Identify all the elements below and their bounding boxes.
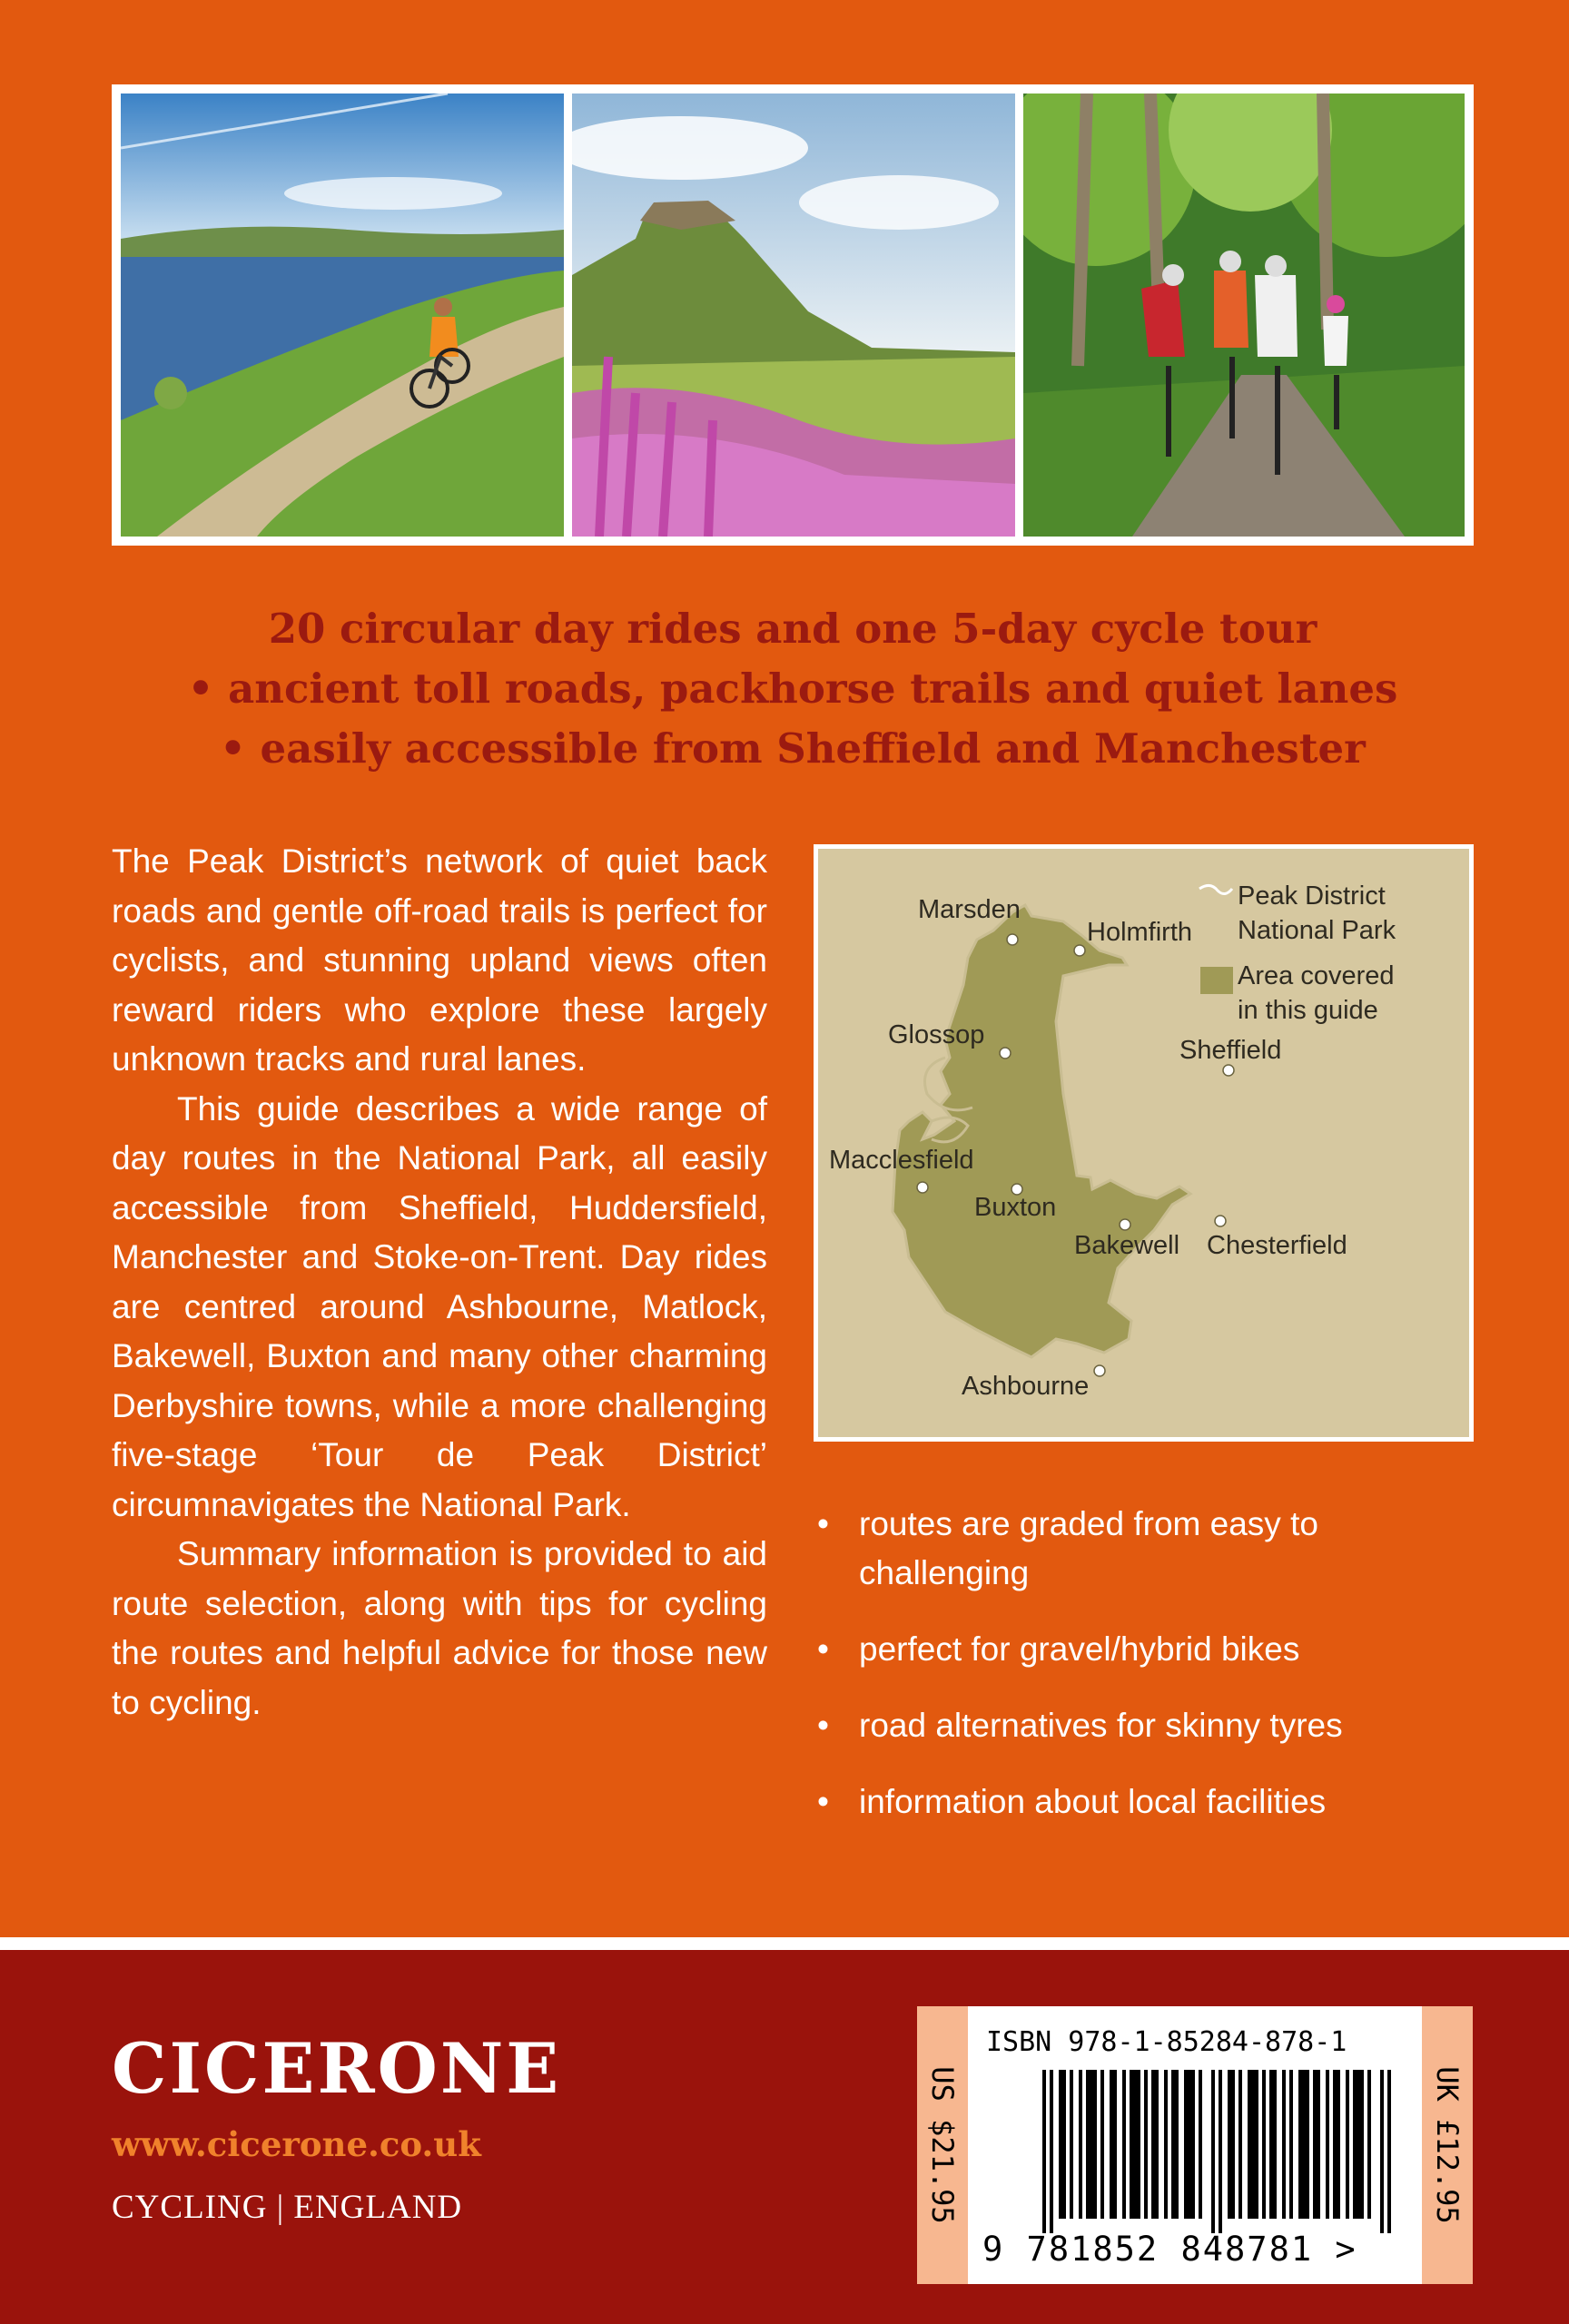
legend-boundary-label-2: National Park	[1238, 916, 1396, 945]
map-town-marsden: Marsden	[918, 895, 1021, 924]
legend-boundary-symbol	[1199, 885, 1232, 893]
map-town-chesterfield: Chesterfield	[1207, 1231, 1347, 1260]
tagline-line-2: • ancient toll roads, packhorse trails and quiet lanes	[187, 665, 1398, 713]
price-us-panel	[917, 2006, 968, 2284]
legend-area-label-1: Area covered	[1238, 961, 1395, 990]
location-map	[814, 844, 1474, 1442]
legend-area-label-2: in this guide	[1238, 996, 1378, 1025]
description-paragraph-1: The Peak District’s network of quiet back roads and gentle off-road trails is perfect for cyclists, and stunning upland views often reward riders who explore these largely unknown tracks and rural lanes.	[112, 842, 767, 1078]
map-town-holmfirth: Holmfirth	[1087, 918, 1193, 947]
feature-list	[815, 1500, 1474, 1854]
feature-item: • perfect for gravel/hybrid bikes	[815, 1625, 1474, 1674]
description	[112, 837, 767, 1728]
tagline	[112, 599, 1474, 779]
map-town-glossop: Glossop	[888, 1020, 985, 1049]
description-paragraph-2: This guide describes a wide range of day routes in the National Park, all easily accessible from Sheffield, Huddersfield, Manchester and Stoke-on-Trent. Day rides are centred around Ashbourne, Matlock, Bakewell, Buxton and many other charming Derbyshire towns, while a more challenging five-stage ‘Tour de Peak District’ circumnavigates the National Park.	[112, 1089, 767, 1523]
legend-area-swatch	[1200, 967, 1233, 994]
book-category: CYCLING | ENGLAND	[112, 2189, 463, 2226]
map-town-buxton: Buxton	[974, 1193, 1057, 1222]
area-covered-shape	[893, 905, 1193, 1357]
photo-heather-hills	[572, 94, 1015, 537]
footer-divider	[0, 1937, 1569, 1950]
photo-woodland-trail-cyclists	[1023, 94, 1465, 537]
description-paragraph-3: Summary information is provided to aid route selection, along with tips for cycling the routes and helpful advice for those new to cycling.	[112, 1535, 767, 1721]
barcode-label	[968, 2006, 1422, 2284]
feature-item: • information about local facilities	[815, 1777, 1474, 1827]
map-town-macclesfield: Macclesfield	[829, 1146, 974, 1175]
map-town-bakewell: Bakewell	[1074, 1231, 1180, 1260]
price-us: US $21.95	[925, 2066, 960, 2224]
price-uk: UK £12.95	[1430, 2066, 1465, 2224]
feature-item: • routes are graded from easy to challenging	[815, 1500, 1474, 1598]
barcode-icon	[1042, 2070, 1396, 2233]
publisher-website-link[interactable]: www.cicerone.co.uk	[112, 2124, 481, 2164]
legend-boundary-label-1: Peak District	[1238, 881, 1386, 911]
tagline-line-3: • easily accessible from Sheffield and Manchester	[220, 724, 1366, 773]
photo-strip	[112, 84, 1474, 546]
price-uk-panel	[1422, 2006, 1473, 2284]
map-town-sheffield: Sheffield	[1179, 1036, 1282, 1065]
ean-digits: 9 781852 848781 >	[982, 2230, 1357, 2269]
barcode-panel	[917, 2006, 1473, 2284]
map-town-ashbourne: Ashbourne	[962, 1372, 1090, 1401]
feature-item: • road alternatives for skinny tyres	[815, 1701, 1474, 1750]
photo-reservoir-cyclist	[121, 94, 564, 537]
tagline-line-1: 20 circular day rides and one 5-day cycle tour	[268, 605, 1317, 653]
publisher-logo: CICERONE	[112, 2028, 562, 2109]
footer	[0, 1950, 1569, 2324]
isbn-number: ISBN 978-1-85284-878-1	[986, 2026, 1347, 2058]
